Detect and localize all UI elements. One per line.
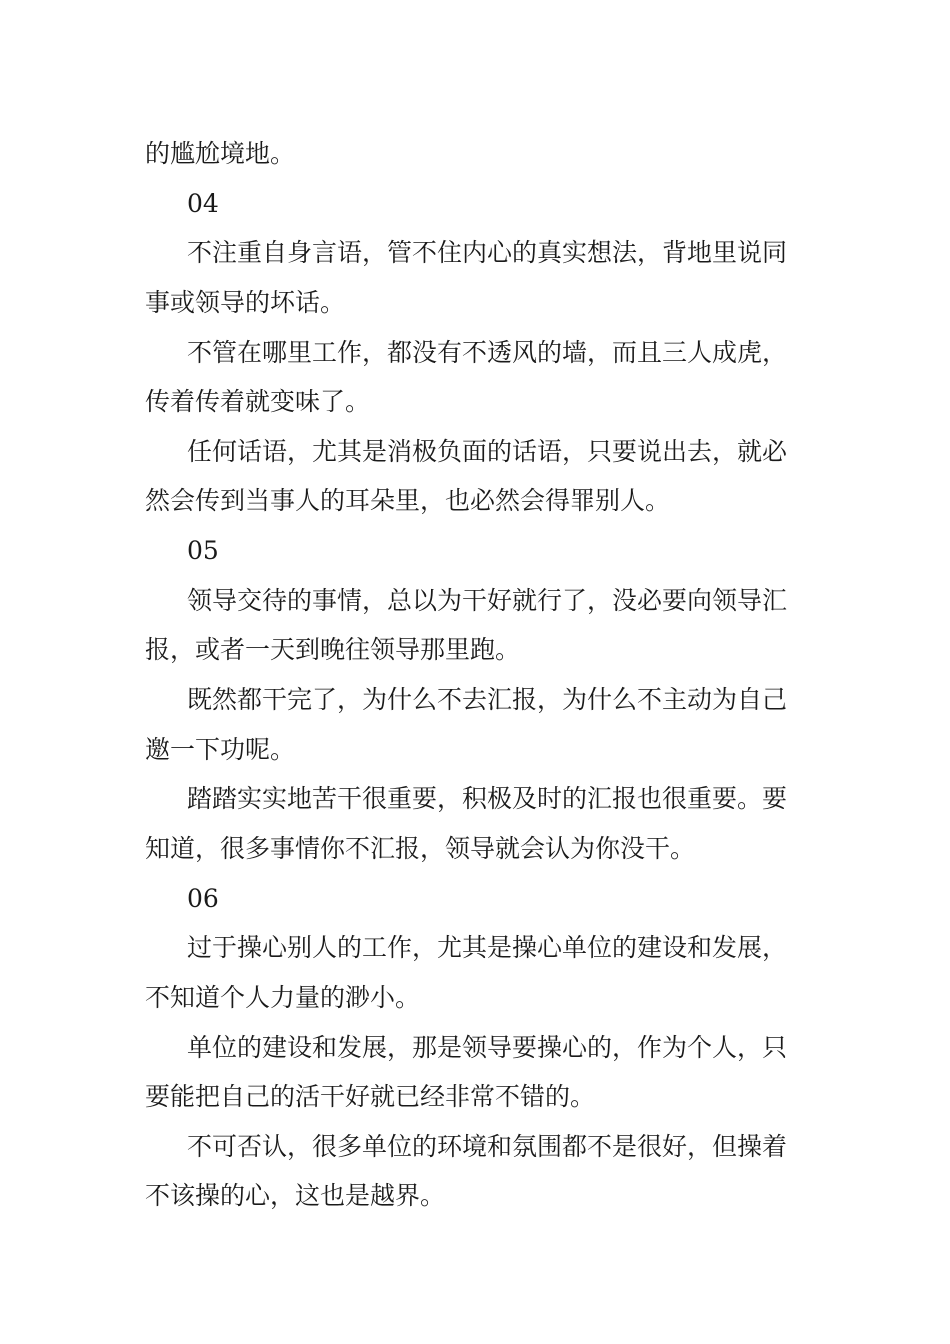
document-body [145,129,810,1221]
section-number: 05 [187,536,219,566]
text-line: 不可否认，很多单位的环境和氛围都不是很好，但操着 [187,1131,788,1161]
text-line: 要能把自己的活干好就已经非常不错的。 [145,1082,596,1112]
text-line: 传着传着就变味了。 [145,387,371,417]
text-line: 报，或者一天到晚往领导那里跑。 [145,635,521,665]
section-number: 04 [187,188,219,218]
text-line: 领导交待的事情，总以为干好就行了，没必要向领导汇 [187,585,788,615]
text-line: 任何话语，尤其是消极负面的话语，只要说出去，就必 [187,436,788,466]
text-line: 踏踏实实地苦干很重要，积极及时的汇报也很重要。要 [187,784,788,814]
text-line: 不管在哪里工作，都没有不透风的墙，而且三人成虎， [187,337,788,367]
text-line: 不该操的心，这也是越界。 [145,1181,446,1211]
text-line: 知道，很多事情你不汇报，领导就会认为你没干。 [145,833,696,863]
text-line: 事或领导的坏话。 [145,287,346,317]
text-line: 邀一下功呢。 [145,734,296,764]
text-line: 既然都干完了，为什么不去汇报，为什么不主动为自己 [187,685,788,715]
text-line: 单位的建设和发展，那是领导要操心的，作为个人，只 [187,1032,788,1062]
text-line: 不知道个人力量的渺小。 [145,982,421,1012]
text-line: 过于操心别人的工作，尤其是操心单位的建设和发展， [187,933,788,963]
text-line: 的尴尬境地。 [145,139,296,168]
text-line: 然会传到当事人的耳朵里，也必然会得罪别人。 [145,486,671,516]
section-number: 06 [187,883,219,913]
text-line: 不注重自身言语，管不住内心的真实想法，背地里说同 [187,238,788,268]
